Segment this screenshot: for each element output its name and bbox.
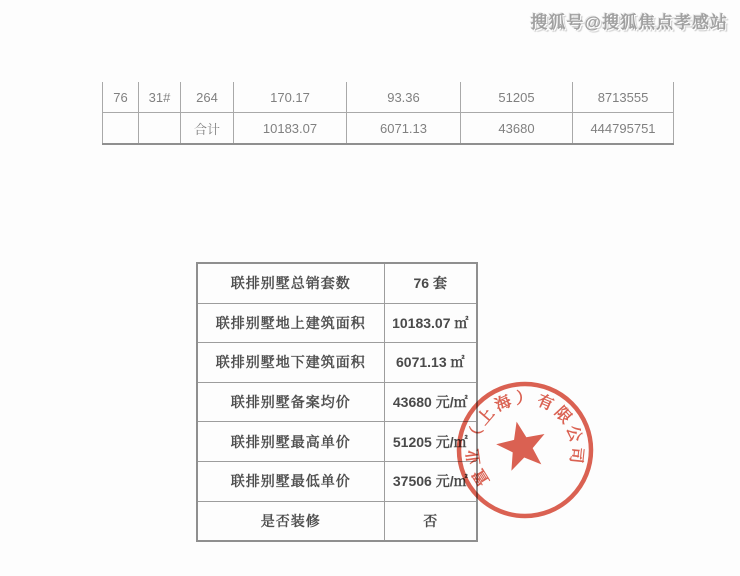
row-value: 51205 元/㎡ [384, 422, 477, 462]
seal-char: 海 [492, 392, 515, 415]
row-label: 联排别墅最低单价 [197, 461, 384, 501]
table-row [103, 82, 674, 113]
table-row [197, 461, 477, 501]
seal-char: 公 [562, 423, 584, 445]
seal-star-icon [492, 416, 550, 472]
row-value: 6071.13 ㎡ [384, 343, 477, 383]
seal-char: 有 [534, 392, 556, 415]
table-row [197, 382, 477, 422]
row-value: 76 套 [384, 263, 477, 303]
table-cell: 8713555 [573, 82, 674, 113]
table-cell [103, 113, 139, 145]
table-cell: 51205 [461, 82, 573, 113]
row-label: 联排别墅总销套数 [197, 263, 384, 303]
row-label: 联排别墅备案均价 [197, 382, 384, 422]
table-row [197, 303, 477, 343]
table-cell: 6071.13 [347, 113, 461, 145]
table-cell: 31# [139, 82, 181, 113]
seal-char: 置 [470, 465, 494, 489]
row-value: 37506 元/㎡ [384, 461, 477, 501]
seal-char: 限 [550, 403, 575, 428]
table-row [197, 263, 477, 303]
seal-char: （ [465, 425, 487, 446]
table-cell: 264 [181, 82, 234, 113]
row-value: 10183.07 ㎡ [384, 303, 477, 343]
row-label: 联排别墅地上建筑面积 [197, 303, 384, 343]
table-row [197, 422, 477, 462]
watermark-text: 搜狐号@搜狐焦点孝感站 [530, 13, 728, 32]
row-label: 联排别墅最高单价 [197, 422, 384, 462]
table-row [197, 343, 477, 383]
company-seal [440, 365, 610, 535]
seal-char: 业 [464, 447, 484, 467]
table-cell: 合计 [181, 113, 234, 145]
pricing-detail-table [102, 82, 674, 145]
table-cell [139, 113, 181, 145]
table-cell: 170.17 [234, 82, 347, 113]
table-cell: 43680 [461, 113, 573, 145]
table-cell: 444795751 [573, 113, 674, 145]
table-row [103, 113, 674, 145]
table-cell: 10183.07 [234, 113, 347, 145]
seal-char: 上 [474, 405, 498, 429]
table-row [197, 501, 477, 541]
row-value: 否 [384, 501, 477, 541]
villa-summary-table [196, 262, 478, 542]
row-label: 是否装修 [197, 501, 384, 541]
seal-char: 司 [566, 446, 586, 464]
row-label: 联排别墅地下建筑面积 [197, 343, 384, 383]
table-cell: 93.36 [347, 82, 461, 113]
row-value: 43680 元/㎡ [384, 382, 477, 422]
table-cell: 76 [103, 82, 139, 113]
seal-char: ） [515, 390, 533, 408]
